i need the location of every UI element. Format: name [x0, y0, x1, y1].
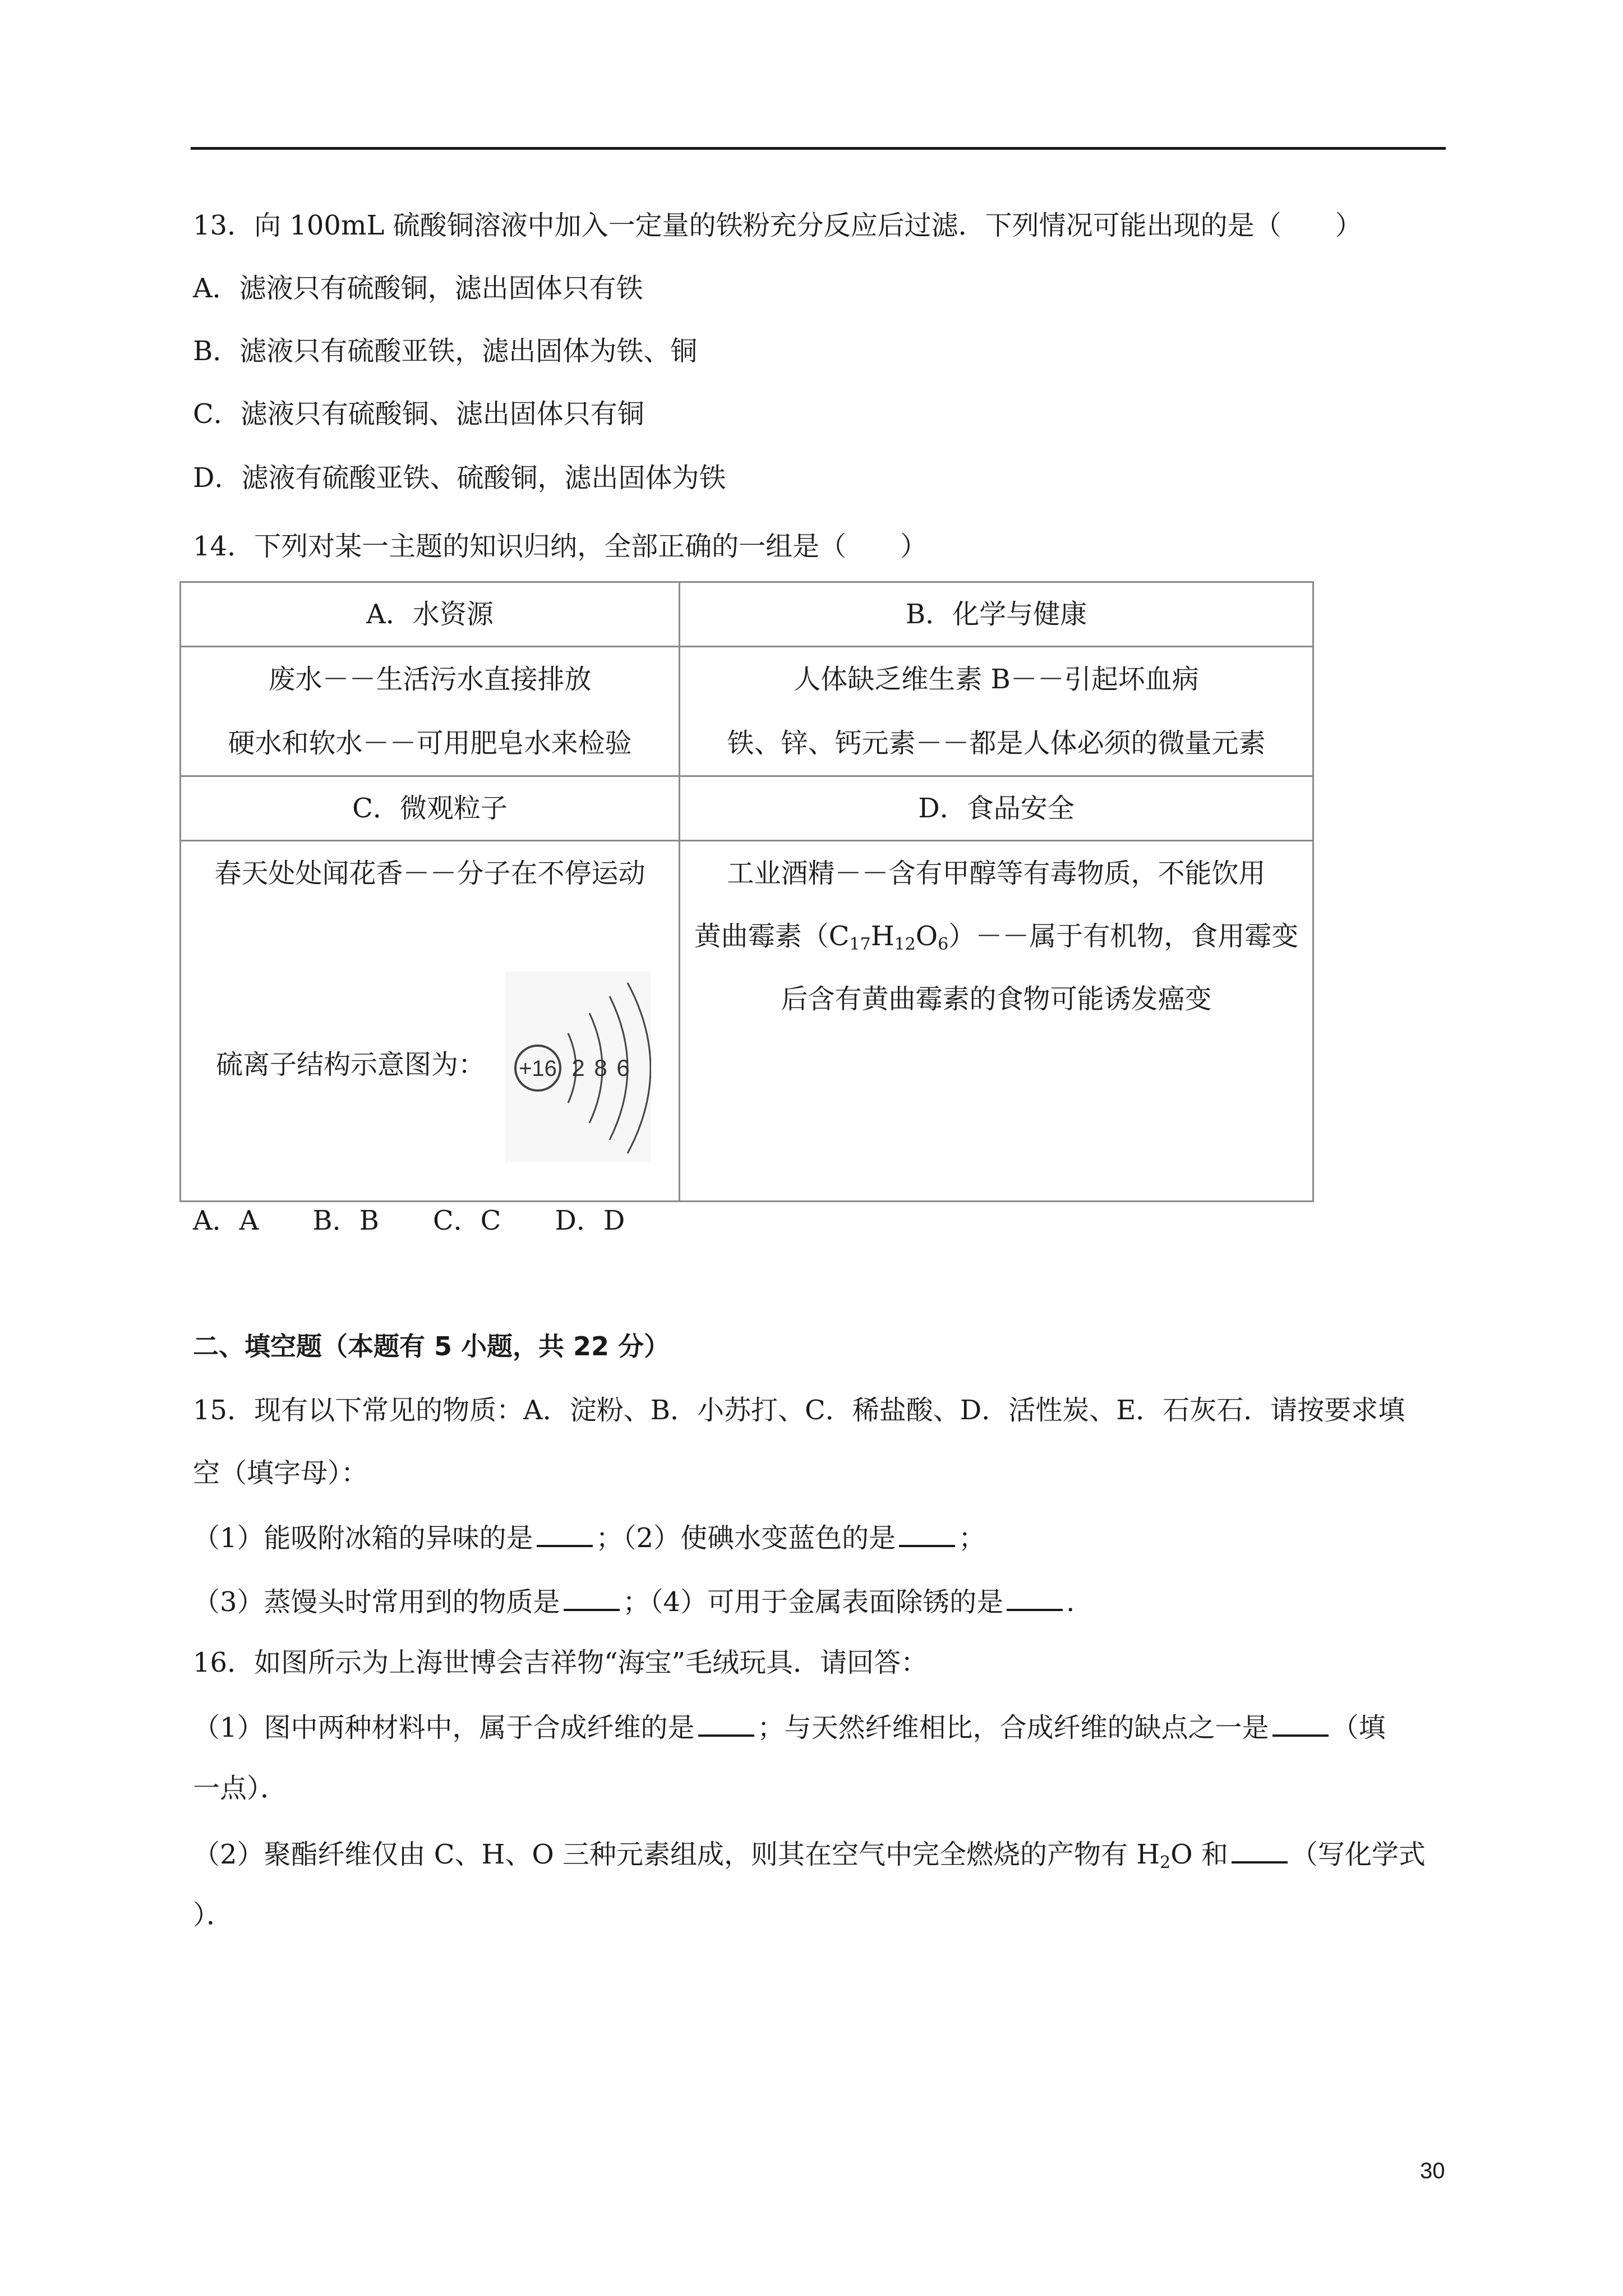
- table-header-c: C．微观粒子: [181, 776, 680, 841]
- q13-option-d: D．滤液有硫酸亚铁、硫酸铜，滤出固体为铁: [193, 462, 726, 494]
- cell-d-line-2: [680, 917, 1312, 964]
- d2-o: O: [915, 921, 938, 952]
- q16-stem: 16．如图所示为上海世博会吉祥物“海宝”毛绒玩具．请回答：: [193, 1647, 928, 1678]
- cell-d-line-1: 工业酒精－－含有甲醇等有毒物质，不能饮用: [727, 858, 1266, 889]
- q15-p3-text: （3）蒸馒头时常用到的物质是: [193, 1586, 560, 1618]
- q13-option-a: A．滤液只有硫酸铜，滤出固体只有铁: [193, 273, 643, 304]
- q16-h2o-sub: 2: [1160, 1853, 1171, 1872]
- q16-p1-text-2: ；与天然纤维相比，合成纤维的缺点之一是: [757, 1712, 1269, 1743]
- section-2-heading: 二、填空题（本题有 5 小题，共 22 分）: [193, 1331, 670, 1361]
- shell-3-electrons: 6: [616, 1055, 630, 1081]
- q16-part-1-cont: 一点）．: [193, 1773, 288, 1804]
- q16-blank-2[interactable]: [1272, 1709, 1329, 1737]
- shell-1-electrons: 2: [571, 1055, 585, 1081]
- q15-blank-4[interactable]: [1007, 1583, 1063, 1611]
- d2-post: ）－－属于有机物，食用霉变: [948, 921, 1299, 952]
- d2-h: H: [870, 921, 895, 952]
- cell-b-line-1: 人体缺乏维生素 B－－引起坏血病: [794, 664, 1199, 695]
- q15-blank-3[interactable]: [564, 1583, 620, 1611]
- d2-sub-o: 6: [938, 935, 949, 954]
- q15-p2-end: ；: [958, 1522, 986, 1554]
- q15-blank-1[interactable]: [537, 1519, 593, 1547]
- q16-p2-end: （写化学式: [1290, 1839, 1426, 1870]
- table-header-d: D．食品安全: [680, 776, 1313, 841]
- header-rule: [191, 147, 1446, 150]
- q15-p4-text: ；（4）可用于金属表面除锈的是: [623, 1586, 1004, 1618]
- q16-part-1: [193, 1709, 1386, 1745]
- d2-sub-c: 17: [849, 935, 871, 954]
- q16-part-2: [193, 1835, 1426, 1880]
- table-header-b: B．化学与健康: [680, 582, 1313, 647]
- q15-stem-line-2: 空（填字母）：: [193, 1457, 368, 1489]
- q16-blank-3[interactable]: [1232, 1835, 1288, 1864]
- page-number: 30: [1420, 2159, 1445, 2183]
- d2-sub-h: 12: [894, 935, 916, 954]
- q16-p1-end: （填: [1331, 1712, 1386, 1743]
- q14-stem: 14．下列对某一主题的知识归纳，全部正确的一组是（ ）: [193, 531, 928, 562]
- d2-pre: 黄曲霉素（C: [694, 921, 850, 952]
- q13-option-c: C．滤液只有硫酸铜、滤出固体只有铜: [193, 398, 644, 430]
- cell-c-line-1: 春天处处闻花香－－分子在不停运动: [214, 858, 645, 889]
- cell-b-line-2: 铁、锌、钙元素－－都是人体必须的微量元素: [727, 728, 1266, 759]
- q14-knowledge-table: [179, 581, 1314, 1202]
- shell-2-electrons: 8: [594, 1055, 607, 1081]
- q15-p4-end: .: [1066, 1586, 1075, 1618]
- q16-part-2-cont: ）．: [193, 1899, 234, 1931]
- table-cell-b: [680, 647, 1313, 776]
- cell-a-line-1: 废水－－生活污水直接排放: [268, 664, 592, 695]
- q16-p1-text: （1）图中两种材料中，属于合成纤维的是: [193, 1712, 695, 1743]
- q15-parts-1-2: [193, 1519, 985, 1555]
- q16-p2-text: （2）聚酯纤维仅由 C、H、O 三种元素组成，则其在空气中完全燃烧的产物有 H: [193, 1839, 1160, 1870]
- table-header-a: A．水资源: [181, 582, 680, 647]
- nucleus-charge: +16: [519, 1056, 557, 1081]
- q13-stem: 13．向 100mL 硫酸铜溶液中加入一定量的铁粉充分反应后过滤．下列情况可能出现的是（ ）: [193, 210, 1362, 241]
- cell-a-line-2: 硬水和软水－－可用肥皂水来检验: [228, 728, 632, 759]
- cell-d-line-3: 后含有黄曲霉素的食物可能诱发癌变: [781, 983, 1212, 1015]
- table-cell-a: [181, 647, 680, 776]
- q14-answer-choices: A．A B．B C．C D．D: [193, 1205, 625, 1236]
- q15-p1-text: （1）能吸附冰箱的异味的是: [193, 1522, 533, 1554]
- q15-p2-text: ；（2）使碘水变蓝色的是: [596, 1522, 896, 1554]
- sulfur-ion-structure-diagram: [505, 972, 651, 1162]
- table-cell-d: [680, 841, 1313, 1202]
- q13-option-b: B．滤液只有硫酸亚铁，滤出固体为铁、铜: [193, 335, 698, 367]
- q16-blank-1[interactable]: [698, 1709, 754, 1737]
- q15-parts-3-4: [193, 1583, 1075, 1619]
- q16-p2-text-2: O 和: [1170, 1839, 1228, 1870]
- table-cell-c: [181, 841, 680, 1202]
- sulfur-ion-label: 硫离子结构示意图为：: [216, 1049, 486, 1080]
- q15-blank-2[interactable]: [899, 1519, 955, 1547]
- q15-stem-line-1: 15．现有以下常见的物质：A．淀粉、B．小苏打、C．稀盐酸、D．活性炭、E．石灰石．请按要求填: [193, 1395, 1405, 1426]
